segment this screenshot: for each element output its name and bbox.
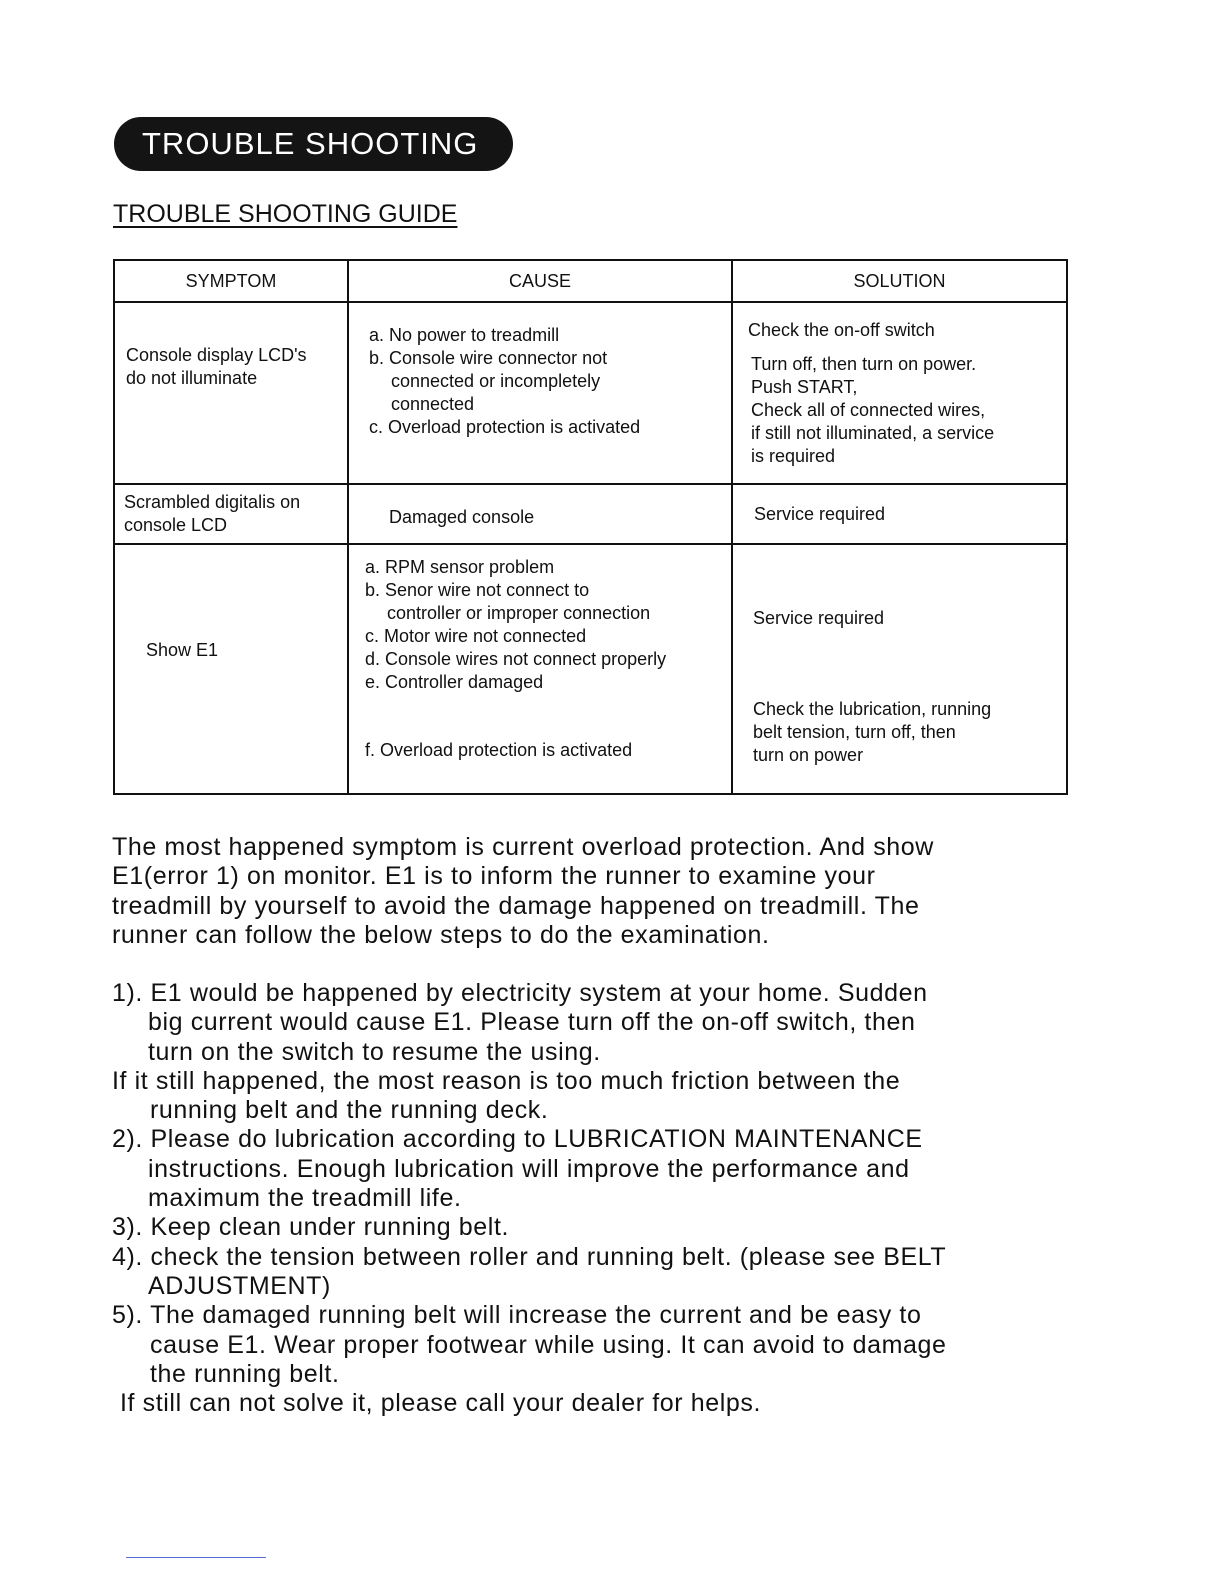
intro-line: The most happened symptom is current overload protection. And show xyxy=(112,833,934,861)
closing-line: If still can not solve it, please call your dealer for helps. xyxy=(120,1389,762,1418)
symptom-cell xyxy=(115,485,347,537)
cause-line: c. Overload protection is activated xyxy=(369,417,641,437)
symptom-cell xyxy=(115,303,347,390)
cause-line: Damaged console xyxy=(389,507,535,527)
cause-line: e. Controller damaged xyxy=(365,672,544,692)
troubleshooting-table xyxy=(113,259,1068,795)
header-cause: CAUSE xyxy=(348,260,732,302)
solution-line: if still not illuminated, a service xyxy=(751,423,995,443)
table-row xyxy=(114,544,1067,794)
symptom-line: do not illuminate xyxy=(126,368,258,388)
solution-line: Check the on-off switch xyxy=(748,320,935,340)
solution-cell xyxy=(733,485,1066,526)
cause-cell xyxy=(349,303,731,439)
cause-line: b. Console wire connector not xyxy=(369,348,608,368)
table-header-row xyxy=(114,260,1067,302)
step-line: 2). Please do lubrication according to LUBRICATION MAINTENANCE xyxy=(112,1125,923,1154)
solution-line: Check all of connected wires, xyxy=(751,400,986,420)
cause-line: b. Senor wire not connect to xyxy=(365,580,590,600)
cause-line: connected xyxy=(391,394,475,414)
step-line: turn on the switch to resume the using. xyxy=(148,1037,601,1066)
solution-line: is required xyxy=(751,446,836,466)
symptom-cell xyxy=(115,545,347,662)
symptom-line: console LCD xyxy=(124,515,228,535)
header-solution: SOLUTION xyxy=(732,260,1067,302)
cause-line: a. RPM sensor problem xyxy=(365,557,555,577)
solution-line: Service required xyxy=(753,608,885,628)
cause-cell xyxy=(349,485,731,529)
cause-line: a. No power to treadmill xyxy=(369,325,560,345)
step-line: cause E1. Wear proper footwear while using. It can avoid to damage xyxy=(150,1330,947,1359)
step-line: big current would cause E1. Please turn off the on-off switch, then xyxy=(148,1008,916,1037)
step-line: 5). The damaged running belt will increase the current and be easy to xyxy=(112,1301,922,1330)
step-line: 3). Keep clean under running belt. xyxy=(112,1213,510,1242)
cause-line: controller or improper connection xyxy=(387,603,651,623)
solution-line: Push START, xyxy=(751,377,858,397)
intro-line: E1(error 1) on monitor. E1 is to inform the runner to examine your xyxy=(112,862,876,891)
table-row xyxy=(114,484,1067,544)
solution-cell xyxy=(733,303,1066,468)
table-row xyxy=(114,302,1067,484)
cause-line: f. Overload protection is activated xyxy=(365,740,633,760)
header-symptom: SYMPTOM xyxy=(114,260,348,302)
cause-line: d. Console wires not connect properly xyxy=(365,649,667,669)
steps-list xyxy=(112,979,1072,1418)
solution-line: Check the lubrication, running xyxy=(753,699,992,719)
intro-paragraph xyxy=(112,833,1072,950)
step-line: 1). E1 would be happened by electricity system at your home. Sudden xyxy=(112,979,928,1007)
solution-line: Turn off, then turn on power. xyxy=(751,354,977,374)
guide-title: TROUBLE SHOOTING GUIDE xyxy=(113,200,458,228)
cause-cell xyxy=(349,545,731,762)
solution-line: belt tension, turn off, then xyxy=(753,722,956,742)
solution-line: turn on power xyxy=(753,745,864,765)
symptom-line: Scrambled digitalis on xyxy=(124,492,301,512)
step-line: 4). check the tension between roller and running belt. (please see BELT xyxy=(112,1242,947,1271)
solution-line: Service required xyxy=(754,504,886,524)
intro-line: runner can follow the below steps to do the examination. xyxy=(112,920,770,949)
step-line: If it still happened, the most reason is too much friction between the xyxy=(112,1066,901,1095)
solution-cell xyxy=(733,545,1066,767)
step-line: the running belt. xyxy=(150,1359,340,1388)
section-badge: TROUBLE SHOOTING xyxy=(114,117,513,171)
step-line: running belt and the running deck. xyxy=(150,1096,549,1125)
symptom-line: Console display LCD's xyxy=(126,345,307,365)
symptom-line: Show E1 xyxy=(146,640,219,660)
step-line: ADJUSTMENT) xyxy=(148,1271,331,1300)
step-line: maximum the treadmill life. xyxy=(148,1184,462,1213)
intro-line: treadmill by yourself to avoid the damage happened on treadmill. The xyxy=(112,891,920,920)
cause-line: c. Motor wire not connected xyxy=(365,626,587,646)
footer-divider xyxy=(126,1557,266,1558)
step-line: instructions. Enough lubrication will improve the performance and xyxy=(148,1154,910,1183)
cause-line: connected or incompletely xyxy=(391,371,601,391)
